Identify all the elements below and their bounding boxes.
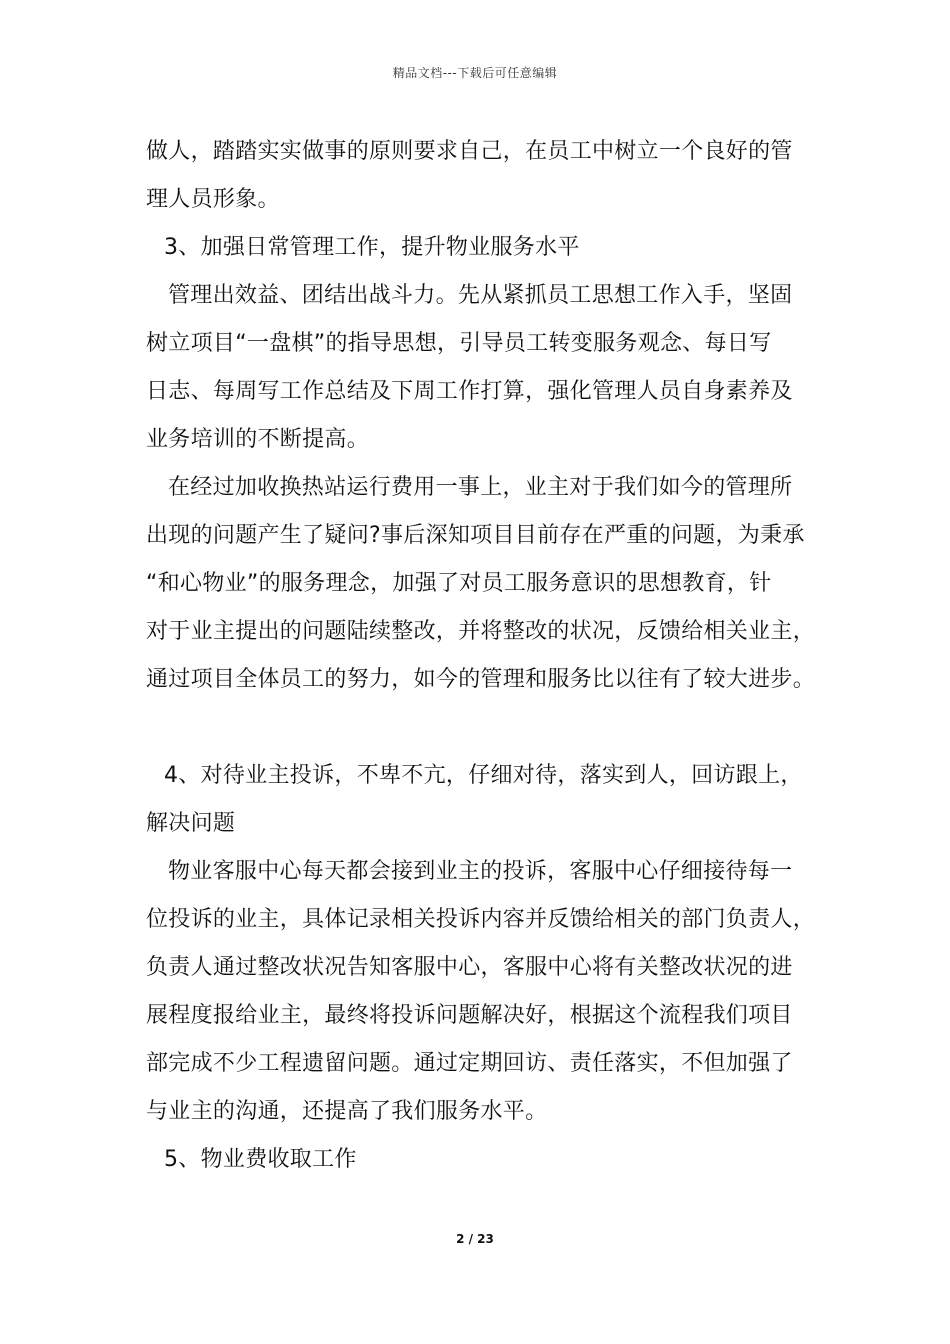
blank-line	[146, 704, 826, 752]
paragraph-line: 日志、每周写工作总结及下周工作打算，强化管理人员自身素养及	[146, 379, 793, 404]
paragraph-line: 部完成不少工程遗留问题。通过定期回访、责任落实，不但加强了	[146, 1051, 793, 1076]
paragraph-line: 做人，踏踏实实做事的原则要求自己，在员工中树立一个良好的管	[146, 139, 793, 164]
page-number: 2 / 23	[456, 1232, 494, 1246]
paragraph-line: “和心物业”的服务理念，加强了对员工服务意识的思想教育，针	[146, 571, 772, 596]
paragraph-line: 业务培训的不断提高。	[146, 427, 370, 452]
paragraph-line: 物业客服中心每天都会接到业主的投诉，客服中心仔细接待每一	[168, 859, 793, 884]
page-header: 精品文档---下载后可任意编辑	[392, 66, 558, 80]
section-heading-5: 5、物业费收取工作	[164, 1147, 357, 1172]
paragraph-line: 树立项目“一盘棋”的指导思想，引导员工转变服务观念、每日写	[146, 331, 772, 356]
section-heading-4: 4、对待业主投诉，不卑不亢，仔细对待，落实到人，回访跟上，	[164, 763, 803, 788]
paragraph-line: 在经过加收换热站运行费用一事上，业主对于我们如今的管理所	[168, 475, 793, 500]
paragraph-line: 出现的问题产生了疑问?事后深知项目目前存在严重的问题，为秉承	[146, 523, 805, 548]
section-heading-4-continued: 解决问题	[146, 811, 236, 836]
paragraph-line: 展程度报给业主，最终将投诉问题解决好，根据这个流程我们项目	[146, 1003, 793, 1028]
paragraph-line: 对于业主提出的问题陆续整改，并将整改的状况，反馈给相关业主，	[146, 619, 816, 644]
section-heading-3: 3、加强日常管理工作，提升物业服务水平	[164, 235, 580, 260]
document-body	[146, 128, 826, 1184]
paragraph-line: 位投诉的业主，具体记录相关投诉内容并反馈给相关的部门负责人，	[146, 907, 816, 932]
paragraph-line: 通过项目全体员工的努力，如今的管理和服务比以往有了较大进步。	[146, 667, 816, 692]
paragraph-line: 与业主的沟通，还提高了我们服务水平。	[146, 1099, 548, 1124]
paragraph-line: 管理出效益、团结出战斗力。先从紧抓员工思想工作入手，坚固	[168, 283, 793, 308]
paragraph-line: 理人员形象。	[146, 187, 280, 212]
paragraph-line: 负责人通过整改状况告知客服中心，客服中心将有关整改状况的进	[146, 955, 793, 980]
